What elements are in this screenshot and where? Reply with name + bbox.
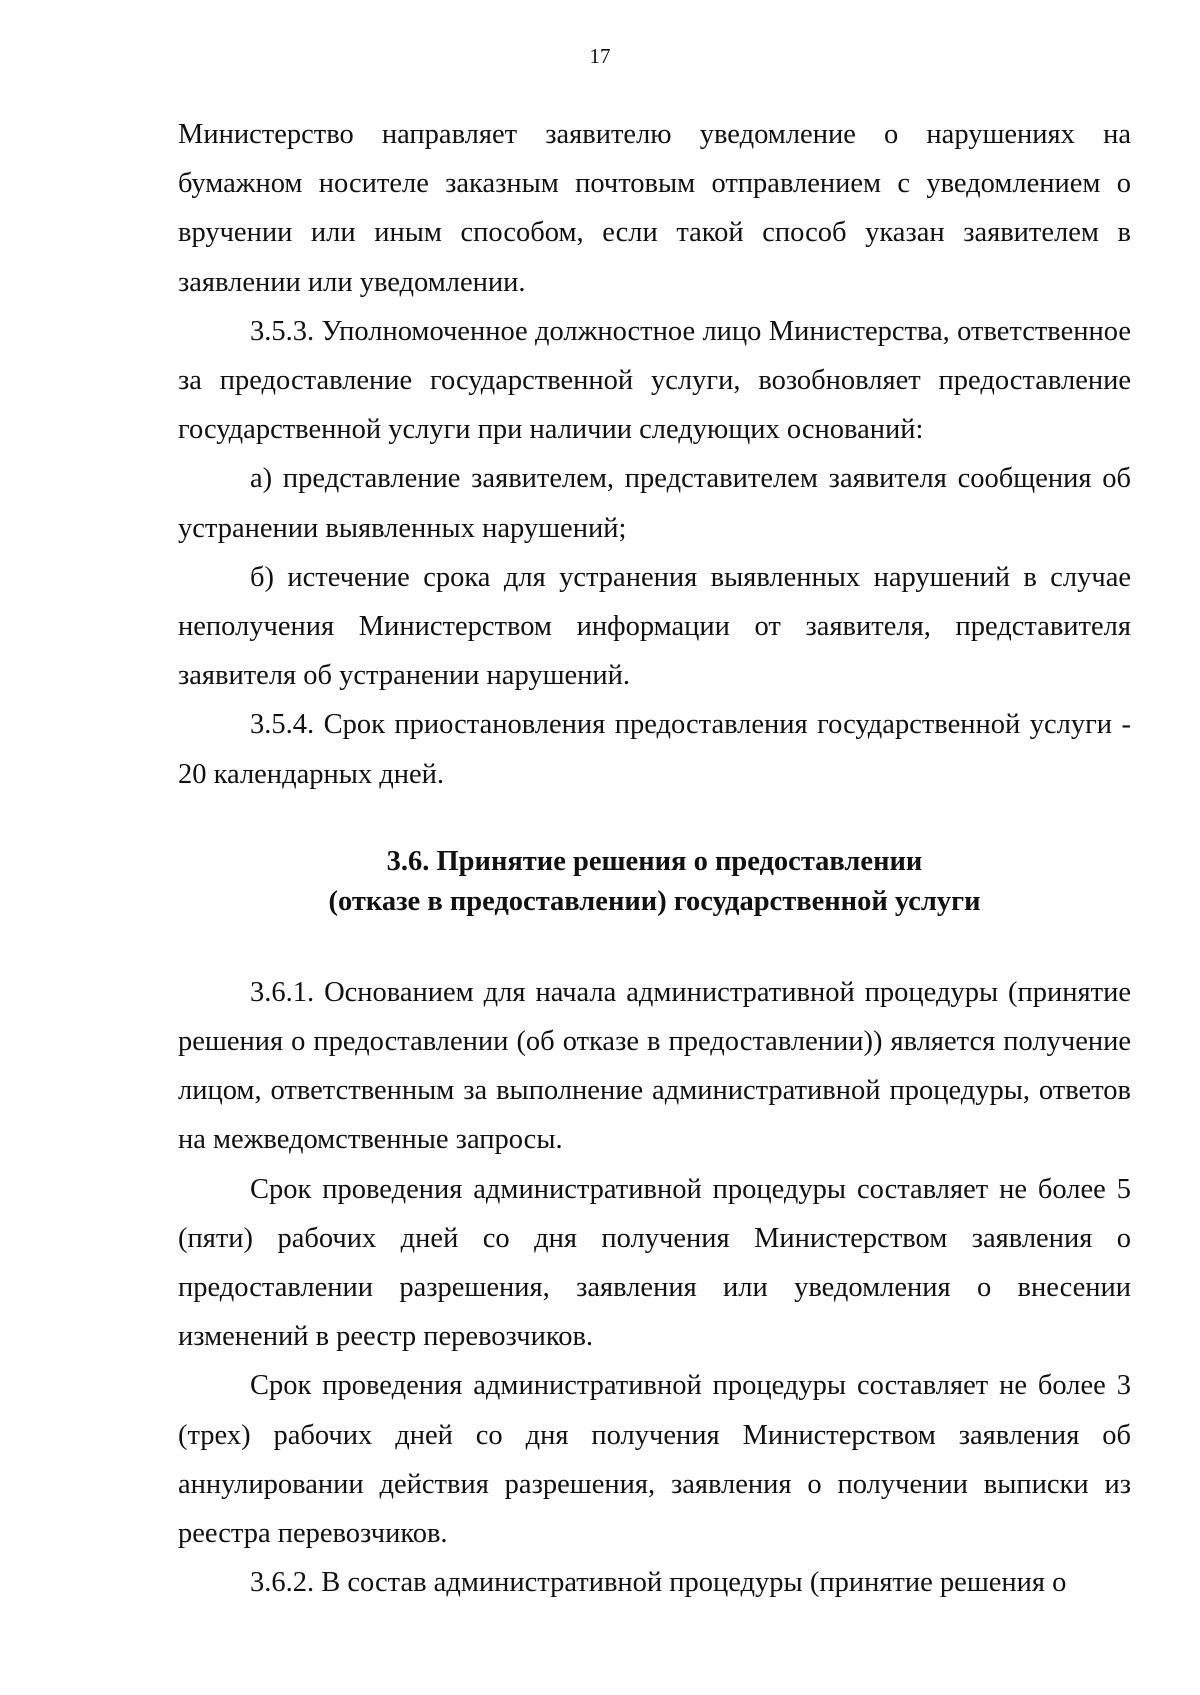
paragraph-3-6-2: 3.6.2. В состав административной процедуры (принятие решения о — [250, 1567, 1067, 1599]
paragraph-term-5-days: Срок проведения административной процедуры составляет не более 5 (пяти) рабочих дней со дня получения Министерством заявления о предоставлении разрешения, заявления или уведомления о внесении изменений в реестр перевозчиков. — [178, 1173, 1131, 1353]
section-heading-line-2: (отказе в предоставлении) государственной услуги — [328, 885, 981, 917]
section-heading-3-6 — [178, 842, 1131, 922]
paragraph-3-6-1: 3.6.1. Основанием для начала административной процедуры (принятие решения о предоставлении (об отказе в предоставлении)) является получение лицом, ответственным за выполнение административной процедуры, ответов на межведомственные запросы. — [178, 976, 1131, 1156]
paragraph-3-5-3: 3.5.3. Уполномоченное должностное лицо Министерства, ответственное за предоставление государственной услуги, возобновляет предоставление государственной услуги при наличии следующих оснований: — [178, 315, 1131, 446]
paragraph-term-3-days: Срок проведения административной процедуры составляет не более 3 (трех) рабочих дней со дня получения Министерством заявления об аннулировании действия разрешения, заявления о получении выписки из реестра перевозчиков. — [178, 1370, 1131, 1550]
page-number: 17 — [589, 44, 611, 68]
paragraph-notification-paper: Министерство направляет заявителю уведомление о нарушениях на бумажном носителе заказным почтовым отправлением с уведомлением о вручении или иным способом, если такой способ указан заявителем в заявлении или уведомлении. — [178, 119, 1131, 298]
document-body — [178, 110, 1131, 1607]
paragraph-item-a: а) представление заявителем, представителем заявителя сообщения об устранении выявленных нарушений; — [178, 463, 1131, 544]
section-heading-line-1: 3.6. Принятие решения о предоставлении — [386, 845, 923, 877]
paragraph-3-5-4: 3.5.4. Срок приостановления предоставления государственной услуги - 20 календарных дней. — [178, 709, 1131, 790]
paragraph-item-b: б) истечение срока для устранения выявленных нарушений в случае неполучения Министерством информации от заявителя, представителя заявителя об устранении нарушений. — [178, 561, 1131, 692]
